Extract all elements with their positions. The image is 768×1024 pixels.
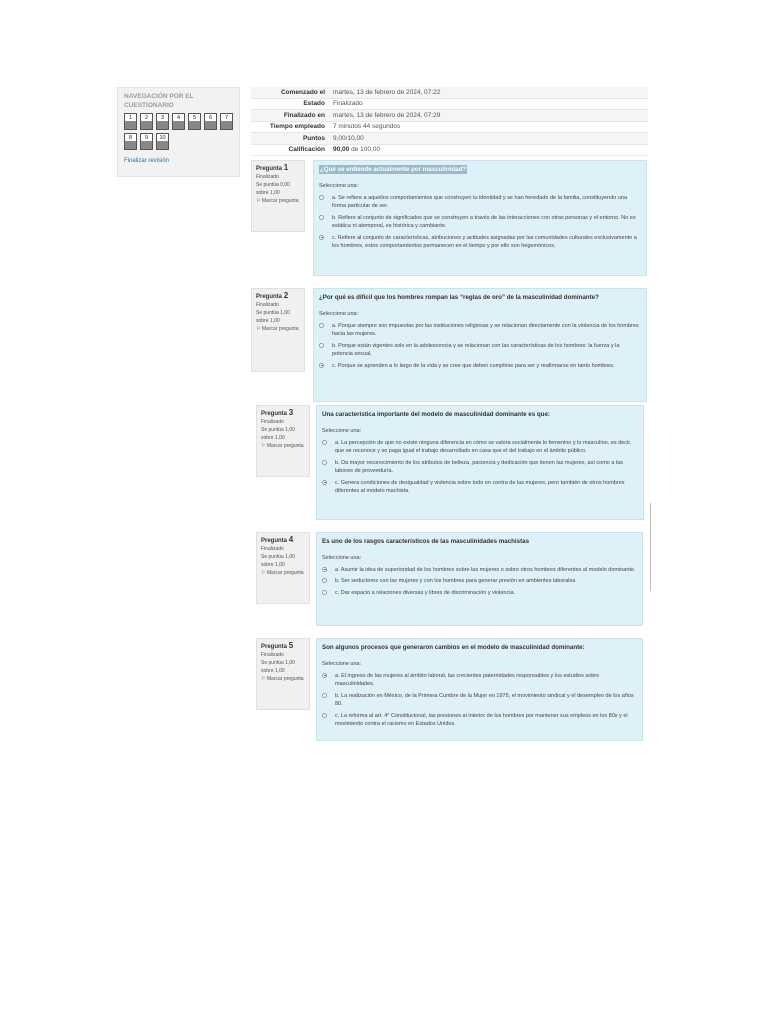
quiz-nav-button-7[interactable]: 7: [220, 113, 233, 130]
answer-option[interactable]: [319, 342, 641, 359]
flag-icon: ⚐: [261, 570, 267, 576]
quiz-nav-button-1[interactable]: 1: [124, 113, 137, 130]
summary-value: martes, 13 de febrero de 2024, 07:22: [329, 87, 648, 98]
summary-value: 7 minutos 44 segundos: [329, 121, 648, 133]
flag-label: Marcar pregunta: [266, 570, 304, 576]
question-info-4: [256, 532, 310, 604]
answer-text: c. Porque se aprenden a lo largo de la vida y se cree que deben cumplirse para ser y reafirmarse en tanto hombres.: [332, 362, 615, 369]
answer-option[interactable]: [322, 589, 637, 598]
quiz-nav-button-2[interactable]: 2: [140, 113, 153, 130]
flag-label: Marcar pregunta: [261, 198, 299, 204]
radio-button-selected[interactable]: [322, 567, 327, 572]
question-info-5: [256, 638, 310, 710]
answer-option[interactable]: [319, 194, 641, 211]
flag-label: Marcar pregunta: [266, 676, 304, 682]
answer-text: a. Se refiere a aquellos comportamientos que construyen tu identidad y se han heredado de la familia, constituyendo una forma particular de ser.: [332, 194, 628, 209]
select-one-prompt: Seleccione una:: [319, 311, 359, 317]
answer-option[interactable]: [322, 692, 637, 709]
flag-question-button[interactable]: [261, 675, 305, 683]
question-number-value: 4: [288, 535, 294, 544]
summary-label: Tiempo empleado: [251, 121, 329, 133]
question-state: Finalizado: [261, 652, 284, 658]
summary-value: martes, 13 de febrero de 2024, 07:29: [329, 110, 648, 122]
summary-label: Calificación: [251, 144, 329, 156]
radio-button[interactable]: [319, 195, 324, 200]
answer-option[interactable]: [322, 459, 638, 476]
answer-text: c. Refiere al conjunto de características, atribuciones y actitudes asignadas por las comunidades culturales exclusivamente a los hombres, estos comportamientos permanecen en el tiempo y por ello son hegemónicos.: [332, 234, 637, 249]
answer-option[interactable]: [322, 479, 638, 496]
attempt-summary-table: [251, 87, 648, 156]
summary-row: [251, 110, 648, 122]
question-number-value: 1: [283, 163, 289, 172]
answer-option[interactable]: [322, 712, 637, 729]
flag-icon: ⚐: [261, 443, 267, 449]
answer-option[interactable]: [319, 214, 641, 231]
question-content-4: [316, 532, 643, 626]
question-content-2: [313, 288, 647, 402]
answer-option[interactable]: [319, 362, 641, 371]
quiz-nav-button-9[interactable]: 9: [140, 133, 153, 150]
radio-button-selected[interactable]: [322, 673, 327, 678]
answer-text: b. Ser seductores con las mujeres y con los hombres para generar presión en ambientes laborales.: [335, 578, 577, 584]
answer-option[interactable]: [322, 577, 637, 586]
radio-button-selected[interactable]: [322, 480, 327, 485]
question-text: ¿Qué se entiende actualmente por masculinidad?: [320, 166, 467, 173]
question-number: [261, 642, 305, 651]
radio-button[interactable]: [319, 215, 324, 220]
quiz-nav-button-10[interactable]: 10: [156, 133, 169, 150]
summary-label: Estado: [251, 98, 329, 110]
summary-row: [251, 87, 648, 98]
select-one-prompt: Seleccione una:: [319, 183, 359, 189]
answer-text: a. La percepción de que no existe ninguna diferencia en cómo se valora socialmente lo femenino y lo masculino, es decir, que se reconoce y se paga igual el trabajo desarrollado en casa que el del trabajo en el ámbito público.: [335, 439, 632, 454]
question-state: Finalizado: [256, 174, 279, 180]
question-label: Pregunta: [261, 644, 288, 650]
grade-value: 90,00: [333, 146, 350, 154]
radio-button[interactable]: [322, 713, 327, 718]
summary-row: [251, 98, 648, 110]
quiz-navigation-buttons: [124, 113, 236, 150]
answer-text: c. Genera condiciones de desigualdad y violencia sobre todo en contra de las mujeres, pero también de otros hombres diferentes al modelo machista.: [335, 479, 625, 494]
flag-label: Marcar pregunta: [261, 326, 299, 332]
question-text: Una característica importante del modelo de masculinidad dominante es que:: [322, 411, 550, 418]
question-label: Pregunta: [256, 294, 283, 300]
flag-question-button[interactable]: [256, 197, 300, 205]
quiz-navigation-block: [117, 87, 240, 177]
answer-text: b. La realización en México, de la Primera Cumbre de la Mujer en 1975, el movimiento sindical y el desempleo de los años 80.: [335, 692, 634, 707]
radio-button-selected[interactable]: [319, 235, 324, 240]
select-one-prompt: Seleccione una:: [322, 555, 362, 561]
flag-label: Marcar pregunta: [266, 443, 304, 449]
radio-button[interactable]: [322, 693, 327, 698]
flag-icon: ⚐: [256, 326, 262, 332]
summary-label: Finalizado en: [251, 110, 329, 122]
quiz-nav-button-8[interactable]: 8: [124, 133, 137, 150]
answer-text: a. Asumir la idea de superioridad de los hombres sobre las mujeres o sobre otros hombres diferentes al modelo dominante.: [335, 566, 636, 573]
question-label: Pregunta: [261, 411, 288, 417]
quiz-nav-button-4[interactable]: 4: [172, 113, 185, 130]
question-content-1: [313, 160, 647, 276]
finish-review-link[interactable]: Finalizar revisión: [124, 158, 170, 164]
question-number: [256, 292, 300, 301]
question-content-3: [316, 405, 644, 520]
flag-question-button[interactable]: [261, 569, 305, 577]
quiz-nav-button-3[interactable]: 3: [156, 113, 169, 130]
summary-label: Comenzado el: [251, 87, 329, 98]
answer-text: a. Porque siempre son impuestas por las instituciones religiosas y se relacionan directamente con la violencia de los hombres hacia las mujeres.: [332, 322, 639, 337]
question-score: Se puntúa 1,00 sobre 1,00: [261, 554, 295, 568]
select-one-prompt: Seleccione una:: [322, 428, 362, 434]
question-score: Se puntúa 1,00 sobre 1,00: [261, 660, 295, 674]
answer-option[interactable]: [322, 566, 637, 575]
question-text: Son algunos procesos que generaron cambios en el modelo de masculinidad dominante:: [322, 644, 585, 651]
answer-text: b. Porque están vigentes solo en la adolescencia y se relacionan con las características de los hombres: la fuerza y la potencia sexual.: [332, 342, 620, 357]
question-score: Se puntúa 1,00 sobre 1,00: [256, 310, 290, 324]
select-one-prompt: Seleccione una:: [322, 661, 362, 667]
grade-total: de 100,00: [349, 146, 381, 154]
radio-button[interactable]: [319, 323, 324, 328]
question-info-2: [251, 288, 305, 372]
question-score: Se puntúa 1,00 sobre 1,00: [261, 427, 295, 441]
question-number-value: 3: [288, 408, 294, 417]
summary-label: Puntos: [251, 133, 329, 145]
question-number: [256, 164, 300, 173]
question-content-5: [316, 638, 643, 741]
question-info-3: [256, 405, 310, 477]
question-label: Pregunta: [261, 538, 288, 544]
summary-value: 9,00/10,00: [329, 133, 648, 145]
question-number: [261, 409, 305, 418]
radio-button[interactable]: [322, 578, 327, 583]
flag-question-button[interactable]: [256, 325, 300, 333]
answer-text: b. Da mayor reconocimiento de los atributos de belleza, paciencia y dedicación que tienen las mujeres, así como a las labores de proveeduría.: [335, 459, 623, 474]
question-number: [261, 536, 305, 545]
question-state: Finalizado: [256, 302, 279, 308]
flag-icon: ⚐: [256, 198, 262, 204]
question-number-value: 5: [288, 641, 294, 650]
question-number-value: 2: [283, 291, 289, 300]
answer-text: b. Refiere al conjunto de significados que se construyen a través de las interacciones con otras personas y el entorno. No es estática ni atemporal, es histórica y cambiante.: [332, 214, 636, 229]
summary-row: [251, 133, 648, 145]
flag-question-button[interactable]: [261, 442, 305, 450]
answer-option[interactable]: [322, 439, 638, 456]
summary-row: [251, 121, 648, 133]
question-text: ¿Por qué es difícil que los hombres rompan las “reglas de oro” de la masculinidad dominante?: [319, 294, 599, 301]
question-info-1: [251, 160, 305, 232]
summary-value: [329, 144, 648, 156]
radio-button-selected[interactable]: [319, 363, 324, 368]
summary-row: [251, 144, 648, 156]
question-state: Finalizado: [261, 419, 284, 425]
scrollbar[interactable]: [650, 503, 651, 591]
radio-button[interactable]: [322, 460, 327, 465]
answer-option[interactable]: [319, 322, 641, 339]
quiz-navigation-title: NAVEGACIÓN POR EL CUESTIONARIO: [124, 93, 194, 109]
answer-option[interactable]: [319, 234, 641, 251]
summary-value: Finalizado: [329, 98, 648, 110]
radio-button[interactable]: [322, 440, 327, 445]
radio-button[interactable]: [319, 343, 324, 348]
flag-icon: ⚐: [261, 676, 267, 682]
radio-button[interactable]: [322, 590, 327, 595]
quiz-nav-button-6[interactable]: 6: [204, 113, 217, 130]
quiz-nav-button-5[interactable]: 5: [188, 113, 201, 130]
answer-text: c. La reforma al art. 4° Constitucional, las presiones al interior de los hombres por mantener sus empleos en los 80s y el movimiento contra el racismo en Estados Unidos.: [335, 712, 628, 727]
question-score: Se puntúa 0,00 sobre 1,00: [256, 182, 290, 196]
question-state: Finalizado: [261, 546, 284, 552]
question-text: Es uno de los rasgos característicos de las masculinidades machistas: [322, 538, 530, 545]
question-label: Pregunta: [256, 166, 283, 172]
answer-text: a. El ingreso de las mujeres al ámbito laboral, las crecientes paternidades responsables y los estudios sobre masculinidades.: [335, 672, 600, 687]
answer-option[interactable]: [322, 672, 637, 689]
answer-text: c. Dar espacio a relaciones diversas y libres de discriminación y violencia.: [335, 589, 516, 596]
